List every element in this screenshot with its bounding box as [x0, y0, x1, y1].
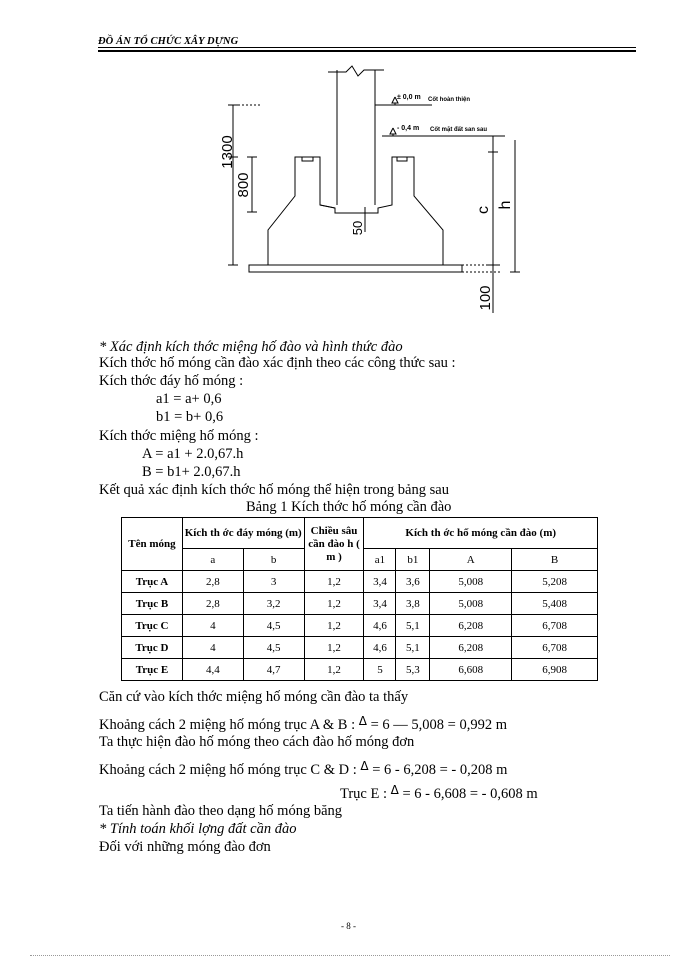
- cell: 6,208: [430, 637, 512, 659]
- cell: 4,4: [182, 659, 243, 681]
- dim-1300-label: 1300: [219, 135, 236, 169]
- cell: 4,5: [243, 637, 304, 659]
- level-top-label: Cốt hoàn thiện: [428, 97, 470, 103]
- row-name: Trục C: [122, 615, 183, 637]
- cell: 4,5: [243, 615, 304, 637]
- cell: 1,2: [304, 593, 364, 615]
- formula-a1: a1 = a+ 0,6: [156, 391, 222, 407]
- header-rule-thick: [98, 50, 636, 52]
- cell: 1,2: [304, 659, 364, 681]
- header-title: ĐỒ ÁN TỔ CHỨC XÂY DỰNG: [98, 36, 239, 47]
- formula-A: A = a1 + 2.0,67.h: [142, 446, 244, 462]
- level-top-value: ± 0,0 m: [397, 94, 421, 101]
- cell: 1,2: [304, 571, 364, 593]
- cell: 5,408: [512, 593, 598, 615]
- distance-ab-label: Khoảng cách 2 miệng hố móng trục A & B :: [99, 717, 356, 733]
- th-sub: A: [430, 549, 512, 571]
- row-name: Trục D: [122, 637, 183, 659]
- delta-symbol: Δ: [390, 783, 399, 797]
- paragraph: Kích thớc miệng hố móng :: [99, 428, 259, 444]
- cell: 3,2: [243, 593, 304, 615]
- excavation-table: [121, 517, 598, 681]
- cell: 5,008: [430, 593, 512, 615]
- th-sub: a: [182, 549, 243, 571]
- paragraph: Ta tiến hành đào theo dạng hố móng băng: [99, 803, 343, 819]
- cell: 3,4: [364, 593, 396, 615]
- th-depth: Chiều sâu cần đào h ( m ): [304, 518, 364, 571]
- section-title-1: * Xác định kích thớc miệng hố đào và hình thức đào: [99, 339, 403, 355]
- row-name: Trục A: [122, 571, 183, 593]
- distance-ab: [99, 713, 507, 734]
- table-row: [122, 659, 598, 681]
- dim-h-label: h: [497, 200, 514, 210]
- th-sub: B: [512, 549, 598, 571]
- th-sub: a1: [364, 549, 396, 571]
- paragraph: Kích thớc đáy hố móng :: [99, 373, 244, 389]
- cell: 1,2: [304, 637, 364, 659]
- cell: 5,208: [512, 571, 598, 593]
- distance-ab-expr: = 6 — 5,008 = 0,992 m: [366, 717, 507, 733]
- cell: 5,1: [396, 615, 430, 637]
- paragraph: Căn cứ vào kích thớc miệng hố móng cần đào ta thấy: [99, 689, 409, 705]
- cell: 3,8: [396, 593, 430, 615]
- table-row: [122, 593, 598, 615]
- dim-c-label: c: [475, 206, 492, 214]
- cell: 6,608: [430, 659, 512, 681]
- page-number: - 8 -: [341, 921, 356, 931]
- table-row: [122, 637, 598, 659]
- table-row: [122, 571, 598, 593]
- cell: 3: [243, 571, 304, 593]
- level-ground-label: Cốt mặt đất san sau: [430, 127, 488, 133]
- distance-e-label: Trục E :: [340, 786, 387, 802]
- delta-symbol: Δ: [358, 714, 367, 728]
- cell: 4: [182, 637, 243, 659]
- th-bottom: Kích th ớc đáy móng (m): [182, 518, 304, 549]
- foundation-diagram: [200, 60, 530, 320]
- dim-800-label: 800: [235, 172, 252, 198]
- distance-cd: [99, 758, 507, 779]
- dim-100-label: 100: [477, 285, 494, 311]
- distance-e: [340, 782, 538, 803]
- cell: 3,4: [364, 571, 396, 593]
- paragraph: Ta thực hiện đào hố móng theo cách đào hố móng đơn: [99, 734, 415, 750]
- cell: 5,3: [396, 659, 430, 681]
- cell: 1,2: [304, 615, 364, 637]
- cell: 6,908: [512, 659, 598, 681]
- cell: 6,708: [512, 637, 598, 659]
- cell: 2,8: [182, 571, 243, 593]
- distance-e-expr: = 6 - 6,608 = - 0,608 m: [398, 786, 538, 802]
- paragraph: Đối với những móng đào đơn: [99, 839, 271, 855]
- table-caption: Bảng 1 Kích thớc hố móng cần đào: [246, 499, 452, 515]
- th-sub: b: [243, 549, 304, 571]
- th-sub: b1: [396, 549, 430, 571]
- row-name: Trục E: [122, 659, 183, 681]
- paragraph: Kết quả xác định kích thớc hố móng thể hiện trong bảng sau: [99, 482, 449, 498]
- formula-b1: b1 = b+ 0,6: [156, 409, 224, 425]
- cell: 5,1: [396, 637, 430, 659]
- cell: 6,708: [512, 615, 598, 637]
- cell: 6,208: [430, 615, 512, 637]
- row-name: Trục B: [122, 593, 183, 615]
- formula-B: B = b1+ 2.0,67.h: [142, 464, 241, 480]
- th-top: Kích th ớc hố móng cần đào (m): [364, 518, 598, 549]
- dim-50-label: 50: [350, 220, 365, 236]
- footer-divider: [30, 955, 670, 956]
- cell: 2,8: [182, 593, 243, 615]
- header-rule: [98, 47, 636, 48]
- paragraph: Kích thớc hố móng cần đào xác định theo các công thức sau :: [99, 355, 456, 371]
- cell: 3,6: [396, 571, 430, 593]
- cell: 4,7: [243, 659, 304, 681]
- distance-cd-label: Khoảng cách 2 miệng hố móng trục C & D :: [99, 762, 357, 778]
- cell: 4,6: [364, 615, 396, 637]
- table-row: [122, 615, 598, 637]
- cell: 5: [364, 659, 396, 681]
- distance-cd-expr: = 6 - 6,208 = - 0,208 m: [368, 762, 508, 778]
- section-title-2: * Tính toán khối lợng đất cần đào: [99, 821, 297, 837]
- th-name: Tên móng: [122, 518, 183, 571]
- cell: 4: [182, 615, 243, 637]
- level-ground-value: - 0,4 m: [397, 125, 420, 132]
- cell: 4,6: [364, 637, 396, 659]
- delta-symbol: Δ: [360, 759, 369, 773]
- cell: 5,008: [430, 571, 512, 593]
